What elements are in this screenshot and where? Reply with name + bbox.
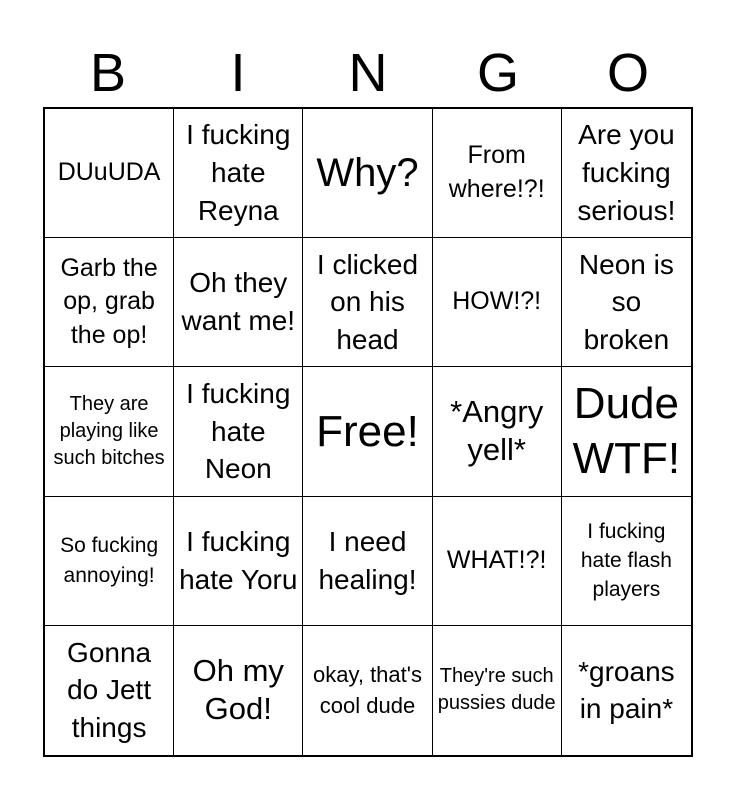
bingo-cell-text: HOW!?! bbox=[452, 287, 542, 316]
bingo-cell[interactable] bbox=[433, 367, 562, 496]
free-space-text: Free! bbox=[316, 406, 419, 456]
bingo-cell[interactable] bbox=[45, 367, 174, 496]
header-letter-i: I bbox=[230, 43, 246, 103]
header-letter-b: B bbox=[89, 43, 127, 103]
bingo-cell[interactable] bbox=[562, 238, 691, 367]
bingo-cell-text: I fucking hate Neon bbox=[186, 377, 291, 485]
bingo-cell[interactable] bbox=[174, 109, 303, 238]
bingo-cell[interactable] bbox=[303, 238, 432, 367]
bingo-cell[interactable] bbox=[562, 367, 691, 496]
bingo-cell-text: They are playing like such bitches bbox=[53, 392, 165, 469]
bingo-cell[interactable] bbox=[174, 238, 303, 367]
bingo-board bbox=[43, 107, 693, 757]
bingo-cell-text: I clicked on his head bbox=[316, 248, 419, 356]
bingo-cell-text: I need healing! bbox=[318, 525, 417, 595]
bingo-cell-text: Why? bbox=[316, 151, 419, 196]
bingo-cell[interactable] bbox=[433, 626, 562, 755]
bingo-cell-text: Oh my God! bbox=[192, 652, 284, 727]
bingo-cell-text: I fucking hate flash players bbox=[580, 519, 672, 602]
bingo-cell-text: I fucking hate Yoru bbox=[179, 525, 298, 595]
bingo-cell-text: Gonna do Jett things bbox=[67, 636, 152, 744]
bingo-cell[interactable] bbox=[433, 109, 562, 238]
bingo-cell-text: Dude WTF! bbox=[572, 379, 681, 484]
bingo-cell[interactable] bbox=[174, 367, 303, 496]
bingo-cell-text: Garb the op, grab the op! bbox=[60, 253, 158, 350]
bingo-cell[interactable] bbox=[562, 109, 691, 238]
bingo-cell-text: Are you fucking serious! bbox=[577, 119, 676, 226]
bingo-cell[interactable] bbox=[562, 626, 691, 755]
bingo-cell[interactable] bbox=[45, 109, 174, 238]
bingo-cell-text: I fucking hate Reyna bbox=[186, 119, 291, 226]
free-space[interactable] bbox=[303, 367, 432, 496]
bingo-cell-text: From where!?! bbox=[448, 141, 545, 204]
header-letter-o: O bbox=[606, 43, 649, 103]
header-letter-g: G bbox=[476, 43, 519, 103]
bingo-cell-text: DUuUDA bbox=[57, 158, 161, 187]
bingo-cell-text: Neon is so broken bbox=[578, 248, 674, 356]
bingo-cell[interactable] bbox=[303, 497, 432, 626]
bingo-cell[interactable] bbox=[433, 497, 562, 626]
bingo-cell-text: WHAT!?! bbox=[446, 545, 547, 574]
bingo-cell-text: okay, that's cool dude bbox=[313, 661, 422, 719]
bingo-cell[interactable] bbox=[45, 238, 174, 367]
bingo-cell-text: *groans in pain* bbox=[578, 655, 675, 725]
bingo-cell[interactable] bbox=[303, 626, 432, 755]
bingo-cell[interactable] bbox=[303, 109, 432, 238]
bingo-header bbox=[43, 40, 693, 106]
bingo-cell-text: They're such pussies dude bbox=[437, 665, 556, 715]
bingo-cell[interactable] bbox=[562, 497, 691, 626]
bingo-cell[interactable] bbox=[45, 626, 174, 755]
bingo-cell-text: Oh they want me! bbox=[181, 267, 296, 337]
bingo-cell[interactable] bbox=[174, 497, 303, 626]
header-letter-n: N bbox=[348, 43, 388, 103]
bingo-cell[interactable] bbox=[45, 497, 174, 626]
bingo-cell-text: *Angry yell* bbox=[450, 393, 544, 468]
bingo-cell-text: So fucking annoying! bbox=[60, 534, 159, 587]
bingo-cell[interactable] bbox=[433, 238, 562, 367]
bingo-cell[interactable] bbox=[174, 626, 303, 755]
